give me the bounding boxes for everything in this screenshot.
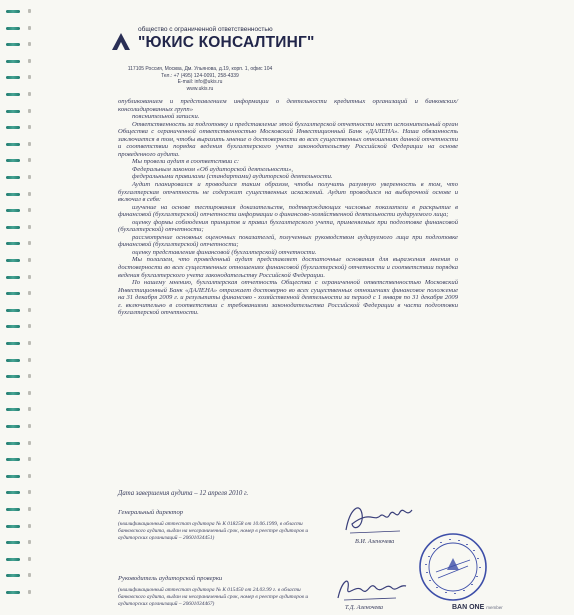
- footer-logo: [452, 604, 503, 611]
- paragraph: Мы полагаем, что проведенный аудит представляет достаточные основания для выражения мнения о достоверности во всех существенных отношениях финансовой (бухгалтерской) отчетности и соответствии порядка ведения бухгалтерского учета законодательству Российской Федерации.: [118, 256, 458, 279]
- paragraph: рассмотрение основных оценочных показателей, полученных руководством аудируемого лица при подготовке финансовой (бухгалтерской) отчетности;: [118, 233, 458, 249]
- company-logo: [110, 22, 315, 62]
- binding-hole: [28, 142, 31, 146]
- binding-hole: [28, 9, 31, 13]
- binding-ring: [6, 525, 20, 528]
- binding-ring: [6, 574, 20, 577]
- binding-hole: [28, 208, 31, 212]
- binding-ring: [6, 159, 20, 162]
- binding-hole: [28, 590, 31, 594]
- binding-hole: [28, 557, 31, 561]
- binding-hole: [28, 474, 31, 478]
- binding-hole: [28, 75, 31, 79]
- phone-line: Тел.: +7 (495) 124-0091, 258-4339: [161, 72, 239, 79]
- audit-lead-title: Руководитель аудиторской проверки: [118, 575, 223, 582]
- director-certificate: (квалификационный аттестат аудитора № К 018258 от 10.06.1999, в области банковского аудита, выдан на неограниченный срок, номер в реестре аудиторов и аудиторских организаций – 20601034451): [118, 521, 309, 541]
- binding-hole: [28, 225, 31, 229]
- binding-ring: [6, 27, 20, 30]
- company-address-block: [120, 66, 280, 92]
- binding-hole: [28, 441, 31, 445]
- binding-ring: [6, 591, 20, 594]
- footer-logo-sub: member: [486, 605, 503, 610]
- binding-hole: [28, 26, 31, 30]
- audit-completion-date: Дата завершения аудита – 12 апреля 2010 г.: [118, 490, 249, 497]
- binding-hole: [28, 241, 31, 245]
- binding-hole: [28, 308, 31, 312]
- binding-hole: [28, 358, 31, 362]
- binding-hole: [28, 391, 31, 395]
- company-seal-icon: [416, 530, 490, 604]
- binding-ring: [6, 491, 20, 494]
- binding-rings: [6, 10, 30, 610]
- binding-ring: [6, 309, 20, 312]
- paragraph: Аудит планировался и проводился таким образом, чтобы получить разумную уверенность в том, что бухгалтерская отчетность не содержит существенных искажений. Аудит проводился на выборочной основе и включал в себя:: [118, 181, 458, 204]
- binding-ring: [6, 176, 20, 179]
- paragraph: изучение на основе тестирования доказательств, подтверждающих числовые показатели в раскрытие в финансовой (бухгалтерской) отчетности информации о финансово-хозяйственной деятельности аудируемого лица;: [118, 203, 458, 219]
- binding-ring: [6, 93, 20, 96]
- paragraph: оценку представления финансовой (бухгалтерской) отчетности.: [132, 248, 317, 256]
- binding-ring: [6, 226, 20, 229]
- company-name: "ЮКИС КОНСАЛТИНГ": [138, 34, 315, 51]
- binding-hole: [28, 324, 31, 328]
- paragraph: Ответственность за подготовку и представление этой бухгалтерской отчетности несет исполнительный орган Общества с ограниченной ответственностью Московский Инвестиционный Банк «ДАЛЕНА». Наша обязанность заключается в том, чтобы выразить мнение о достоверности во всех существенных отношениях данной отчетности и соответствии порядка ведения бухгалтерского учета законодательству Российской Федерации на основе проведенного аудита.: [118, 120, 458, 158]
- binding-ring: [6, 193, 20, 196]
- binding-hole: [28, 341, 31, 345]
- binding-hole: [28, 158, 31, 162]
- binding-hole: [28, 407, 31, 411]
- binding-hole: [28, 42, 31, 46]
- footer-logo-text: BAN ONE: [452, 604, 485, 611]
- paragraph: По нашему мнению, бухгалтерская отчетность Общества с ограниченной ответственностью Московский Инвестиционный Банк «ДАЛЕНА» отражает достоверно во всех существенных отношениях финансовое положение на 31 декабря 2009 г. и результаты финансово - хозяйственной деятельности за период с 1 января по 31 декабря 2009 г. включительно в соответствии с требованиями законодательства Российской Федерации в части подготовки бухгалтерской отчетности.: [118, 279, 458, 317]
- paragraph: оценку формы соблюдения принципов и правил бухгалтерского учета, применяемых при подготовке финансовой (бухгалтерской) отчетности;: [118, 218, 458, 234]
- logo-mark-icon: [110, 30, 132, 52]
- binding-ring: [6, 392, 20, 395]
- binding-ring: [6, 508, 20, 511]
- email-line: E-mail: info@ukis.ru: [177, 79, 223, 85]
- binding-hole: [28, 457, 31, 461]
- address-line: 117105 Россия, Москва, Дм. Ульянова, д.19, корп. 1, офис 104: [127, 66, 273, 72]
- binding-hole: [28, 59, 31, 63]
- binding-ring: [6, 292, 20, 295]
- paragraph: опубликованием и представлением информации о деятельности кредитных организаций и банковских/консолидированных групп»: [118, 98, 458, 113]
- binding-ring: [6, 442, 20, 445]
- binding-ring: [6, 458, 20, 461]
- binding-ring: [6, 541, 20, 544]
- binding-hole: [28, 258, 31, 262]
- binding-ring: [6, 143, 20, 146]
- paragraph: федеральными правилами (стандартами) аудиторской деятельности.: [132, 173, 333, 181]
- binding-ring: [6, 475, 20, 478]
- binding-hole: [28, 92, 31, 96]
- binding-ring: [6, 425, 20, 428]
- paragraph: Федеральным законом «Об аудиторской деятельности»,: [132, 165, 294, 173]
- binding-hole: [28, 490, 31, 494]
- binding-ring: [6, 558, 20, 561]
- binding-hole: [28, 374, 31, 378]
- binding-hole: [28, 109, 31, 113]
- binding-ring: [6, 209, 20, 212]
- binding-ring: [6, 242, 20, 245]
- binding-hole: [28, 424, 31, 428]
- binding-ring: [6, 126, 20, 129]
- binding-ring: [6, 408, 20, 411]
- binding-hole: [28, 275, 31, 279]
- paragraph: пояснительной записки.: [132, 113, 200, 121]
- binding-hole: [28, 192, 31, 196]
- binding-hole: [28, 573, 31, 577]
- binding-ring: [6, 276, 20, 279]
- binding-ring: [6, 375, 20, 378]
- binding-hole: [28, 540, 31, 544]
- binding-hole: [28, 507, 31, 511]
- binding-hole: [28, 291, 31, 295]
- company-legal-form: общество с ограниченной ответственностью: [138, 26, 273, 33]
- binding-ring: [6, 325, 20, 328]
- binding-ring: [6, 76, 20, 79]
- binding-ring: [6, 43, 20, 46]
- audit-lead-signature-icon: [330, 570, 410, 604]
- director-name: В.И. Азеночева: [355, 538, 395, 545]
- audit-lead-certificate: (квалификационный аттестат аудитора № К 015450 от 24.03.99 г. в области банковского аудита, выдан на неограниченный срок, номер в реестре аудиторов и аудиторских организаций – 20601034467): [118, 587, 309, 607]
- audit-lead-name: Т.Д. Азеночева: [345, 604, 384, 611]
- director-title: Генеральный директор: [118, 509, 184, 516]
- website-line: www.ukis.ru: [186, 85, 214, 92]
- binding-ring: [6, 259, 20, 262]
- binding-ring: [6, 60, 20, 63]
- binding-ring: [6, 342, 20, 345]
- binding-hole: [28, 175, 31, 179]
- binding-hole: [28, 125, 31, 129]
- report-body: [118, 98, 458, 317]
- binding-hole: [28, 524, 31, 528]
- binding-ring: [6, 359, 20, 362]
- binding-ring: [6, 10, 20, 13]
- director-signature-icon: [340, 500, 420, 538]
- binding-ring: [6, 110, 20, 113]
- paragraph: Мы провели аудит в соответствии с:: [132, 158, 240, 166]
